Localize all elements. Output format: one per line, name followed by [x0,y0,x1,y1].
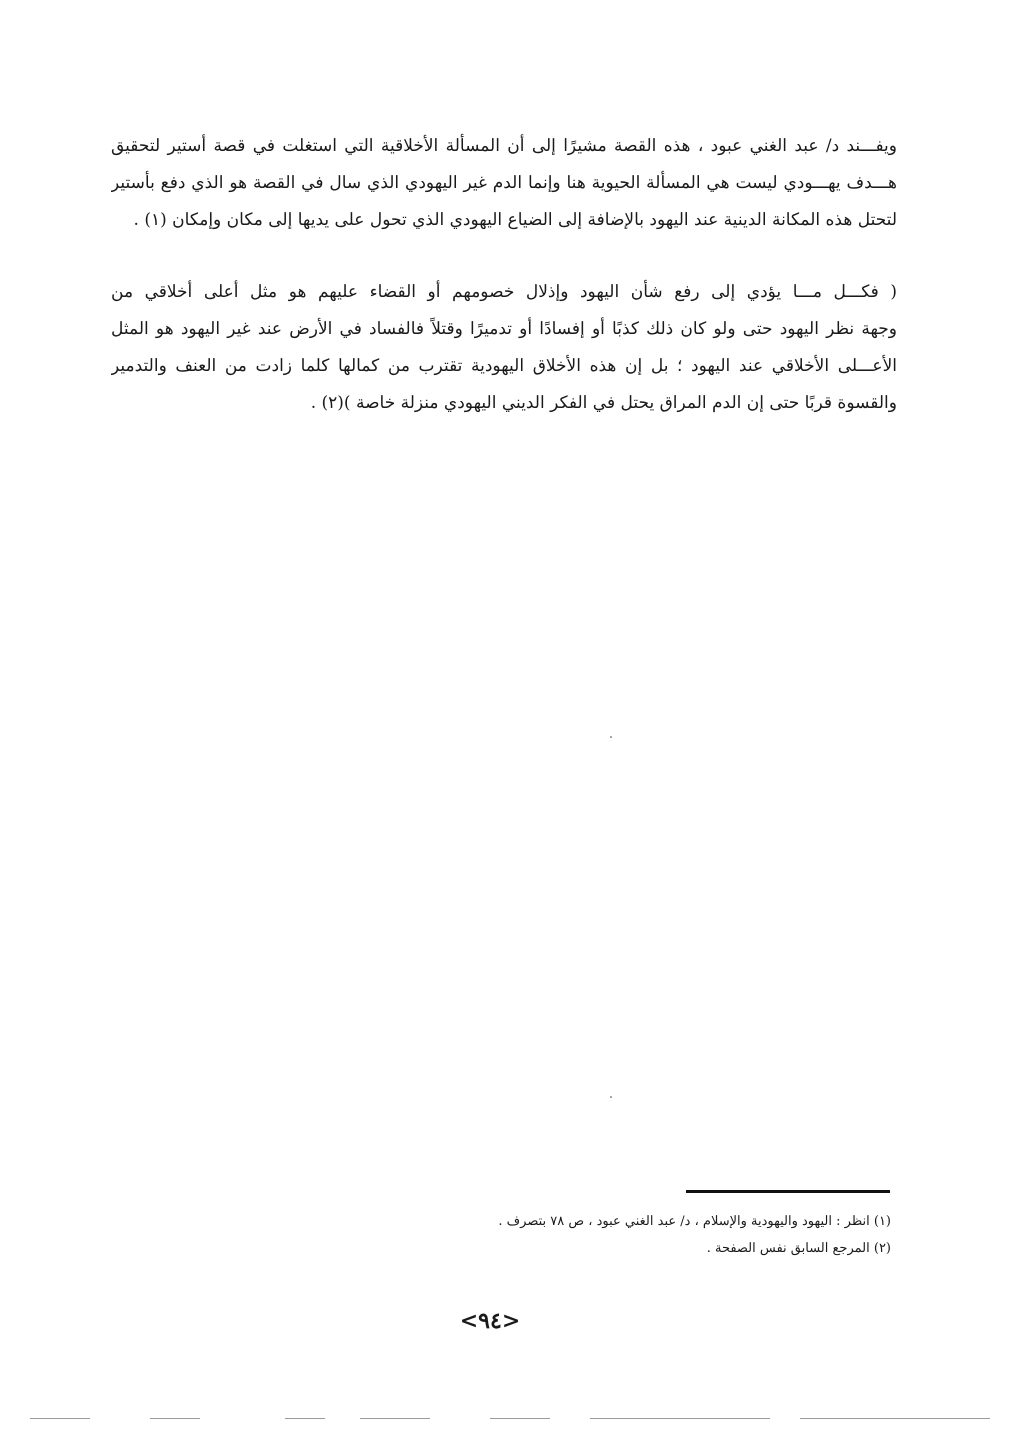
paragraph-1 [111,128,897,239]
scan-speck [610,736,612,738]
footnotes [391,1208,891,1262]
footnote-2: (٢) المرجع السابق نفس الصفحة . [706,1241,891,1256]
scan-artifact [800,1418,990,1419]
paragraph-line: لتحتل هذه المكانة الدينية عند اليهود بالإضافة إلى الضياع اليهودي الذي تحول على يديها إلى مكان وإمكان (١) . [133,210,897,230]
scan-artifact [30,1418,90,1419]
scan-artifact [285,1418,325,1419]
paragraph-line: وجهة نظر اليهود حتى ولو كان ذلك كذبًا أو إفسادًا أو تدميرًا وقتلاً فالفساد في الأرض عند غير اليهود هو المثل [111,319,897,339]
paragraph-line: هـــدف يهـــودي ليست هي المسألة الحيوية هنا وإنما الدم غير اليهودي الذي سال في القصة هو الذي دفع بأستير [111,173,897,193]
scan-artifact [360,1418,430,1419]
footnote-1: (١) انظر : اليهود واليهودية والإسلام ، د/ عبد الغني عبود ، ص ٧٨ بتصرف . [498,1214,891,1229]
footnote-divider [686,1190,890,1193]
paragraph-line: والقسوة قربًا حتى إن الدم المراق يحتل في الفكر الديني اليهودي منزلة خاصة )(٢) . [310,393,897,413]
scan-speck [610,1096,612,1098]
paragraph-line: ( فكـــل مـــا يؤدي إلى رفع شأن اليهود وإذلال خصومهم أو القضاء عليهم هو مثل أعلى أخلاقي من [111,282,897,302]
paragraph-2 [111,274,897,422]
scan-artifact [490,1418,550,1419]
page-number: <٩٤> [459,1308,521,1334]
scan-artifact [590,1418,770,1419]
scan-artifact [150,1418,200,1419]
paragraph-line: ويفـــند د/ عبد الغني عبود ، هذه القصة مشيرًا إلى أن المسألة الأخلاقية التي استغلت في قصة أستير لتحقيق [111,136,897,156]
paragraph-line: الأعـــلى الأخلاقي عند اليهود ؛ بل إن هذه الأخلاق اليهودية تقترب من كمالها كلما زادت من العنف والتدمير [111,356,897,376]
